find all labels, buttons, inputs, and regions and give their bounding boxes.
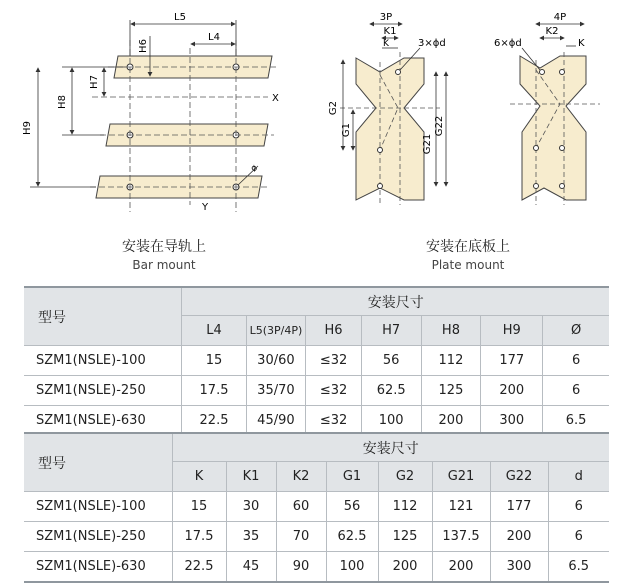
value-cell: 200 (481, 376, 543, 406)
axis-Y: Y (202, 202, 209, 213)
value-cell: 300 (481, 406, 543, 437)
dim-K-3p: K (383, 39, 389, 49)
column-header: L5(3P/4P) (246, 316, 306, 346)
column-header: K2 (276, 462, 326, 492)
value-cell: 30/60 (246, 346, 306, 376)
dim-H9: H9 (22, 121, 33, 135)
dim-H8: H8 (57, 95, 68, 109)
table-row (24, 492, 609, 522)
column-header: H9 (481, 316, 543, 346)
value-cell: 177 (481, 346, 543, 376)
value-cell: 62.5 (326, 522, 378, 552)
bar-mount-caption-cn: 安装在导轨上 (122, 239, 206, 255)
plate-mount-4p-drawing (494, 12, 600, 205)
dim-phi: ø (249, 163, 261, 175)
value-cell: ≤32 (306, 406, 362, 437)
dim-L4: L4 (208, 32, 220, 43)
bar-mount-caption-en: Bar mount (132, 258, 196, 272)
plate-hole (396, 70, 401, 75)
plate-hole (534, 184, 539, 189)
table-row (24, 376, 609, 406)
value-cell: 100 (361, 406, 421, 437)
value-cell: 15 (172, 492, 226, 522)
value-cell: 200 (421, 406, 481, 437)
model-cell: SZM1(NSLE)-250 (24, 522, 172, 552)
dim-G1: G1 (341, 122, 352, 138)
value-cell: 35 (226, 522, 276, 552)
dim-G22: G22 (434, 115, 445, 137)
value-cell: 100 (326, 552, 378, 583)
value-cell: 121 (432, 492, 490, 522)
value-cell: 62.5 (361, 376, 421, 406)
dim-L5: L5 (174, 12, 186, 23)
dim-K2: K2 (545, 26, 559, 37)
dim-H7: H7 (89, 75, 100, 89)
value-cell: 112 (378, 492, 432, 522)
value-cell: 60 (276, 492, 326, 522)
plate-3p-body (356, 58, 424, 200)
value-cell: 56 (326, 492, 378, 522)
holes-4p: 6×ϕd (494, 38, 522, 49)
model-cell: SZM1(NSLE)-100 (24, 492, 172, 522)
value-cell: 6 (548, 522, 609, 552)
value-cell: ≤32 (306, 376, 362, 406)
dim-K1: K1 (383, 26, 397, 37)
value-cell: 15 (182, 346, 246, 376)
group-header: 安装尺寸 (172, 433, 609, 462)
dim-4P: 4P (553, 12, 567, 23)
plate-hole (560, 70, 565, 75)
column-header: G1 (326, 462, 378, 492)
plate-mount-caption (368, 236, 568, 272)
value-cell: 125 (378, 522, 432, 552)
value-cell: 300 (490, 552, 548, 583)
value-cell: 200 (432, 552, 490, 583)
plate-hole (540, 70, 545, 75)
plate-hole (560, 184, 565, 189)
value-cell: 56 (361, 346, 421, 376)
column-header: H6 (306, 316, 362, 346)
dim-G2: G2 (328, 100, 339, 116)
model-cell: SZM1(NSLE)-100 (24, 346, 182, 376)
column-header: K (172, 462, 226, 492)
plate-hole (378, 148, 383, 153)
value-cell: 30 (226, 492, 276, 522)
column-header: L4 (182, 316, 246, 346)
value-cell: 112 (421, 346, 481, 376)
table-row (24, 522, 609, 552)
column-header: Ø (543, 316, 609, 346)
column-header: d (548, 462, 609, 492)
dim-G21: G21 (422, 133, 433, 155)
plate-mount-caption-cn: 安装在底板上 (426, 239, 510, 255)
value-cell: ≤32 (306, 346, 362, 376)
value-cell: 177 (490, 492, 548, 522)
value-cell: 70 (276, 522, 326, 552)
plate-hole (378, 184, 383, 189)
value-cell: 6 (543, 346, 609, 376)
group-header: 安装尺寸 (182, 287, 609, 316)
plate-mount-3p-drawing (328, 12, 446, 205)
value-cell: 45 (226, 552, 276, 583)
value-cell: 6.5 (543, 406, 609, 437)
model-cell: SZM1(NSLE)-250 (24, 376, 182, 406)
value-cell: 35/70 (246, 376, 306, 406)
value-cell: 137.5 (432, 522, 490, 552)
model-cell: SZM1(NSLE)-630 (24, 552, 172, 583)
table-row (24, 346, 609, 376)
bar-mount-drawing (22, 12, 279, 213)
value-cell: 22.5 (172, 552, 226, 583)
column-header: G22 (490, 462, 548, 492)
plate-mount-spec-table (24, 432, 609, 583)
axis-X: X (272, 93, 279, 104)
column-header: G21 (432, 462, 490, 492)
value-cell: 6.5 (548, 552, 609, 583)
plate-hole (534, 146, 539, 151)
value-cell: 90 (276, 552, 326, 583)
dim-3P: 3P (379, 12, 393, 23)
value-cell: 45/90 (246, 406, 306, 437)
column-header: K1 (226, 462, 276, 492)
bar-mount-caption (64, 236, 264, 272)
plate-mount-caption-en: Plate mount (431, 258, 505, 272)
value-cell: 125 (421, 376, 481, 406)
bar-mount-spec-table (24, 286, 609, 437)
value-cell: 17.5 (182, 376, 246, 406)
dim-H6: H6 (138, 39, 149, 53)
dim-K-4p: K (578, 38, 585, 49)
value-cell: 6 (543, 376, 609, 406)
column-header: H8 (421, 316, 481, 346)
model-header: 型号 (24, 433, 172, 492)
column-header: G2 (378, 462, 432, 492)
model-header: 型号 (24, 287, 182, 346)
plate-hole (560, 146, 565, 151)
table-row (24, 552, 609, 583)
column-header: H7 (361, 316, 421, 346)
model-cell: SZM1(NSLE)-630 (24, 406, 182, 437)
plate-4p-body (520, 56, 586, 200)
value-cell: 6 (548, 492, 609, 522)
value-cell: 22.5 (182, 406, 246, 437)
value-cell: 17.5 (172, 522, 226, 552)
holes-3p: 3×ϕd (418, 38, 446, 49)
value-cell: 200 (490, 522, 548, 552)
value-cell: 200 (378, 552, 432, 583)
